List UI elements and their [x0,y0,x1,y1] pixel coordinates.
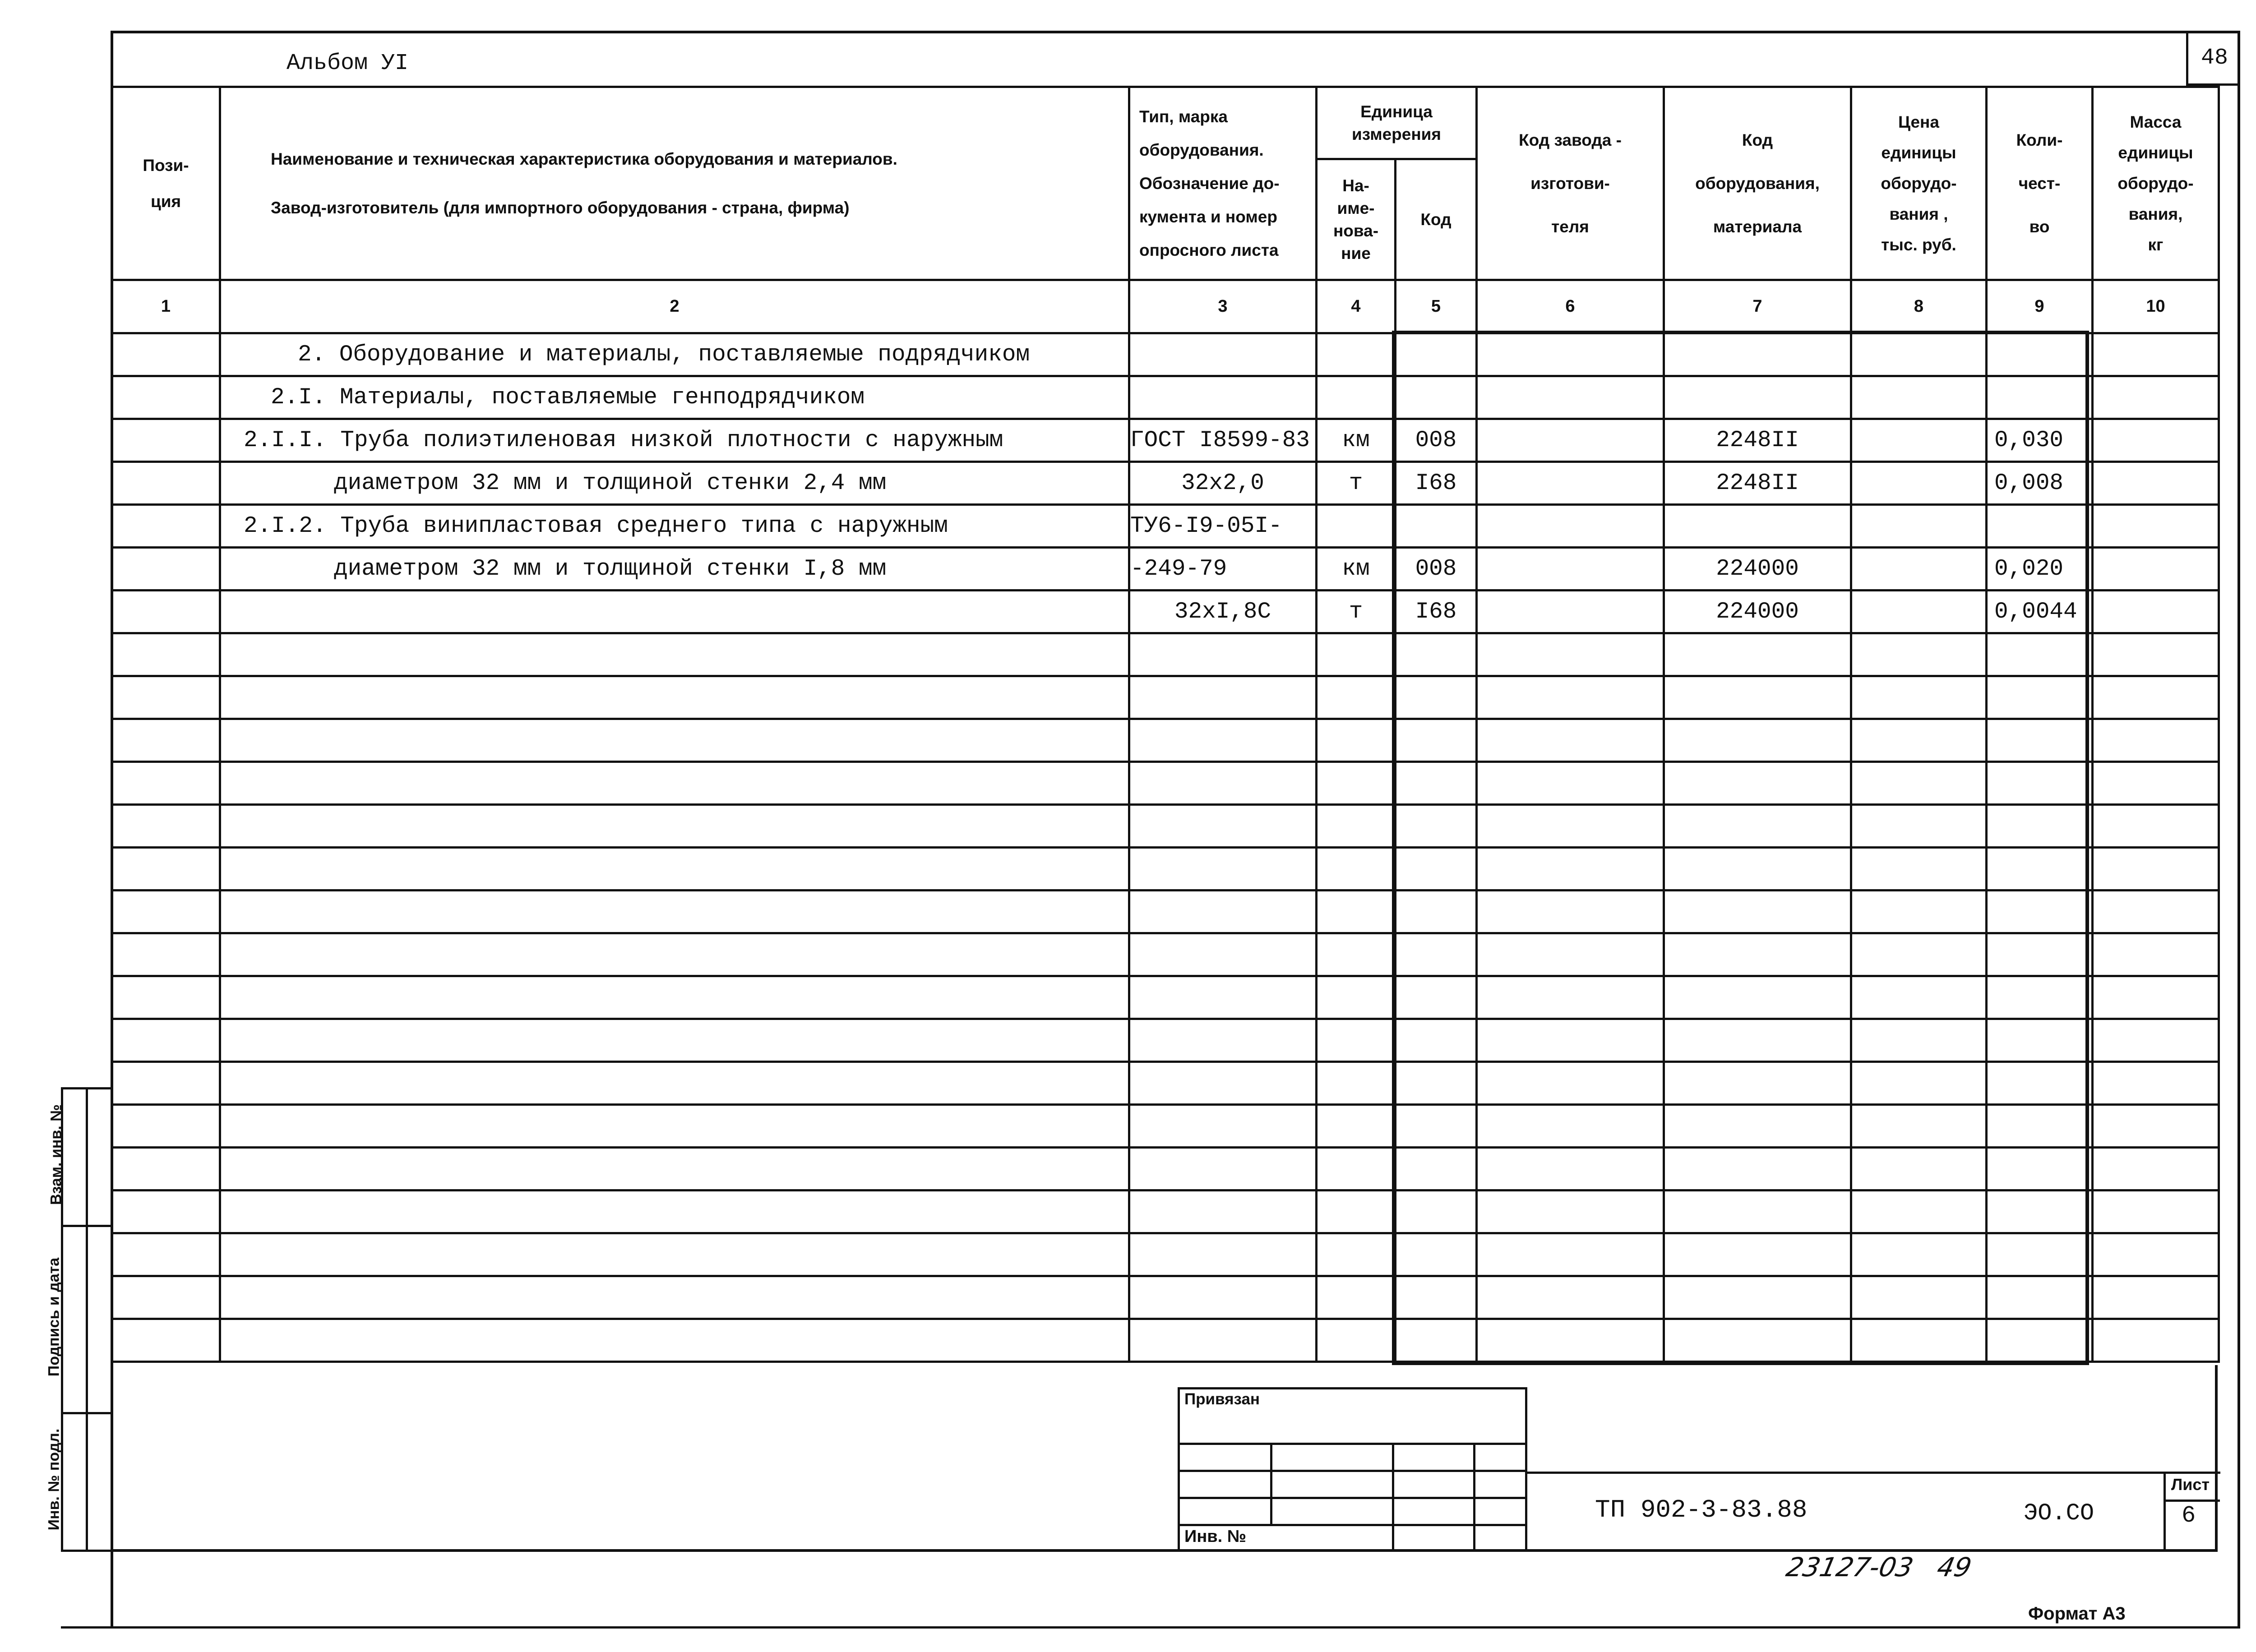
cell-col-3 [1129,1019,1317,1062]
cell-col-10 [2093,1062,2219,1105]
cell-col-10 [2093,1105,2219,1148]
cell-col-1 [112,591,220,633]
cell-col-2 [220,762,1129,805]
cell-col-1 [112,1105,220,1148]
col-num-8: 8 [1851,280,1987,333]
cell-col-4 [1317,1148,1396,1191]
cell-col-3 [1129,762,1317,805]
cell-col-1 [112,633,220,676]
cell-col-5: I68 [1396,462,1477,505]
cell-col-4 [1317,848,1396,891]
cell-col-7: 2248II [1664,419,1851,462]
header-name [220,87,1129,280]
archive-number: 23127-03 49 [1783,1552,1974,1583]
cell-col-1 [112,976,220,1019]
side-label-vzam: Взам. инв. № [47,1104,65,1205]
cell-col-10 [2093,676,2219,719]
cell-col-4 [1317,933,1396,976]
cell-col-10 [2093,505,2219,548]
header-position: Пози- ция [112,87,220,280]
col-num-1: 1 [112,280,220,333]
cell-col-2 [220,805,1129,848]
cell-col-10 [2093,591,2219,633]
header-mass: Масса единицы оборудо- вания, кг [2093,87,2219,280]
cell-col-1 [112,848,220,891]
cell-col-2: диаметром 32 мм и толщиной стенки I,8 мм [220,548,1129,591]
format-label: Формат А3 [2028,1604,2126,1624]
cell-col-4 [1317,1191,1396,1233]
cell-col-4 [1317,633,1396,676]
cell-col-4 [1317,1019,1396,1062]
cell-col-9: 0,008 [1987,462,2093,505]
cell-col-4 [1317,676,1396,719]
cell-col-10 [2093,719,2219,762]
cell-col-4 [1317,1105,1396,1148]
cell-col-2: диаметром 32 мм и толщиной стенки 2,4 мм [220,462,1129,505]
sheet-number: 6 [2182,1502,2196,1529]
cell-col-2 [220,848,1129,891]
cell-col-4 [1317,891,1396,933]
cell-col-10 [2093,1233,2219,1276]
cell-col-2 [220,1319,1129,1362]
cell-col-2 [220,719,1129,762]
cell-col-7: 2248II [1664,462,1851,505]
cell-col-4 [1317,762,1396,805]
sheet-label: Лист [2171,1475,2210,1494]
cell-col-10 [2093,1276,2219,1319]
cell-col-1 [112,548,220,591]
cell-col-2 [220,1148,1129,1191]
page-number: 48 [2201,45,2228,71]
cell-col-2 [220,633,1129,676]
col-num-9: 9 [1987,280,2093,333]
cell-col-4 [1317,1319,1396,1362]
cell-col-3 [1129,848,1317,891]
cell-col-10 [2093,1191,2219,1233]
cell-col-4 [1317,1276,1396,1319]
document-code: ТП 902-3-83.88 [1595,1495,1808,1524]
cell-col-2 [220,1191,1129,1233]
cell-col-3 [1129,1105,1317,1148]
cell-col-10 [2093,891,2219,933]
cell-col-1 [112,376,220,419]
cell-col-2 [220,891,1129,933]
cell-col-1 [112,762,220,805]
header-manufacturer-code: Код завода - изготови- теля [1477,87,1664,280]
cell-col-3 [1129,1191,1317,1233]
cell-col-1 [112,1191,220,1233]
cell-col-1 [112,1019,220,1062]
cell-col-2: 2.I.I. Труба полиэтиленовая низкой плотности с наружным [220,419,1129,462]
cell-col-4 [1317,1233,1396,1276]
cell-col-1 [112,676,220,719]
cell-col-3 [1129,1233,1317,1276]
cell-col-1 [112,933,220,976]
cell-col-2 [220,1233,1129,1276]
cell-col-3 [1129,376,1317,419]
cell-col-4 [1317,1062,1396,1105]
cell-col-2: 2. Оборудование и материалы, поставляемые подрядчиком [220,333,1129,376]
cell-col-10 [2093,1148,2219,1191]
cell-col-3 [1129,333,1317,376]
cell-col-10 [2093,419,2219,462]
cell-col-1 [112,1276,220,1319]
side-stamp [61,1087,113,1552]
cell-col-10 [2093,462,2219,505]
bottom-area [111,1365,2218,1552]
cell-col-10 [2093,933,2219,976]
cell-col-3: -249-79 [1129,548,1317,591]
cell-col-2 [220,1019,1129,1062]
cell-col-10 [2093,333,2219,376]
cell-col-10 [2093,376,2219,419]
header-price: Цена единицы оборудо- вания , тыс. руб. [1851,87,1987,280]
col-num-4: 4 [1317,280,1396,333]
cell-col-3 [1129,976,1317,1019]
cell-col-4: т [1317,462,1396,505]
cell-col-1 [112,1233,220,1276]
cell-col-1 [112,1319,220,1362]
cell-col-10 [2093,805,2219,848]
col-num-3: 3 [1129,280,1317,333]
cell-col-3 [1129,1319,1317,1362]
cell-col-5: 008 [1396,419,1477,462]
bottom-frame-line [61,1626,2240,1629]
col-num-7: 7 [1664,280,1851,333]
header-unit-code: Код [1396,159,1477,280]
header-name-line2: Завод-изготовитель (для импортного оборудования - страна, фирма) [271,198,850,217]
title-block-line [1527,1472,2220,1474]
cell-col-3: ТУ6-I9-05I- [1129,505,1317,548]
column-number-row [112,280,2219,333]
cell-col-3 [1129,1276,1317,1319]
header-quantity: Коли- чест- во [1987,87,2093,280]
header-type: Тип, марка оборудования. Обозначение до- кумента и номер опросного листа [1129,87,1317,280]
cell-col-7: 224000 [1664,591,1851,633]
cell-col-3 [1129,933,1317,976]
cell-col-7: 224000 [1664,548,1851,591]
cell-col-10 [2093,976,2219,1019]
cell-col-1 [112,333,220,376]
privyazan-label: Привязан [1184,1390,1260,1408]
cell-col-3 [1129,891,1317,933]
cell-col-2 [220,933,1129,976]
col-num-2: 2 [220,280,1129,333]
cell-col-1 [112,805,220,848]
cell-col-2 [220,676,1129,719]
cell-col-3: ГОСТ I8599-83 [1129,419,1317,462]
cell-col-1 [112,462,220,505]
header-unit-name: На- име- нова- ние [1317,159,1396,280]
cell-col-9: 0,020 [1987,548,2093,591]
header-unit-group: Единица измерения [1317,87,1477,159]
cell-col-4: км [1317,419,1396,462]
header-name-line1: Наименование и техническая характеристика оборудования и материалов. [271,149,897,168]
cell-col-3 [1129,676,1317,719]
album-title: Альбом УI [287,51,409,76]
cell-col-4: т [1317,591,1396,633]
side-label-sign: Подпись и дата [45,1257,63,1377]
cell-col-3: 32xI,8C [1129,591,1317,633]
cell-col-3 [1129,1062,1317,1105]
cell-col-4 [1317,505,1396,548]
cell-col-10 [2093,1019,2219,1062]
side-label-inv: Инв. № подл. [45,1428,63,1531]
inv-no-label: Инв. № [1184,1527,1247,1546]
cell-col-1 [112,891,220,933]
cell-col-4 [1317,719,1396,762]
cell-col-10 [2093,848,2219,891]
section-code: ЭО.СО [2024,1500,2094,1527]
cell-col-4 [1317,976,1396,1019]
cell-col-2 [220,591,1129,633]
cell-col-9: 0,0044 [1987,591,2093,633]
cell-col-3 [1129,805,1317,848]
cell-col-1 [112,1148,220,1191]
cell-col-4 [1317,376,1396,419]
thick-border-block [1392,331,2089,1365]
cell-col-10 [2093,548,2219,591]
cell-col-5: I68 [1396,591,1477,633]
cell-col-9: 0,030 [1987,419,2093,462]
cell-col-3 [1129,633,1317,676]
col-num-6: 6 [1477,280,1664,333]
cell-col-4: км [1317,548,1396,591]
cell-col-10 [2093,1319,2219,1362]
cell-col-2: 2.I. Материалы, поставляемые генподрядчиком [220,376,1129,419]
cell-col-3: 32x2,0 [1129,462,1317,505]
cell-col-1 [112,719,220,762]
cell-col-10 [2093,762,2219,805]
cell-col-1 [112,419,220,462]
cell-col-10 [2093,633,2219,676]
cell-col-2 [220,1105,1129,1148]
cell-col-2 [220,1062,1129,1105]
cell-col-5: 008 [1396,548,1477,591]
cell-col-2: 2.I.2. Труба винипластовая среднего типа с наружным [220,505,1129,548]
cell-col-2 [220,976,1129,1019]
cell-col-1 [112,505,220,548]
cell-col-4 [1317,333,1396,376]
header-equipment-code: Код оборудования, материала [1664,87,1851,280]
cell-col-2 [220,1276,1129,1319]
cell-col-4 [1317,805,1396,848]
cell-col-3 [1129,719,1317,762]
cell-col-3 [1129,1148,1317,1191]
cell-col-1 [112,1062,220,1105]
col-num-10: 10 [2093,280,2219,333]
col-num-5: 5 [1396,280,1477,333]
